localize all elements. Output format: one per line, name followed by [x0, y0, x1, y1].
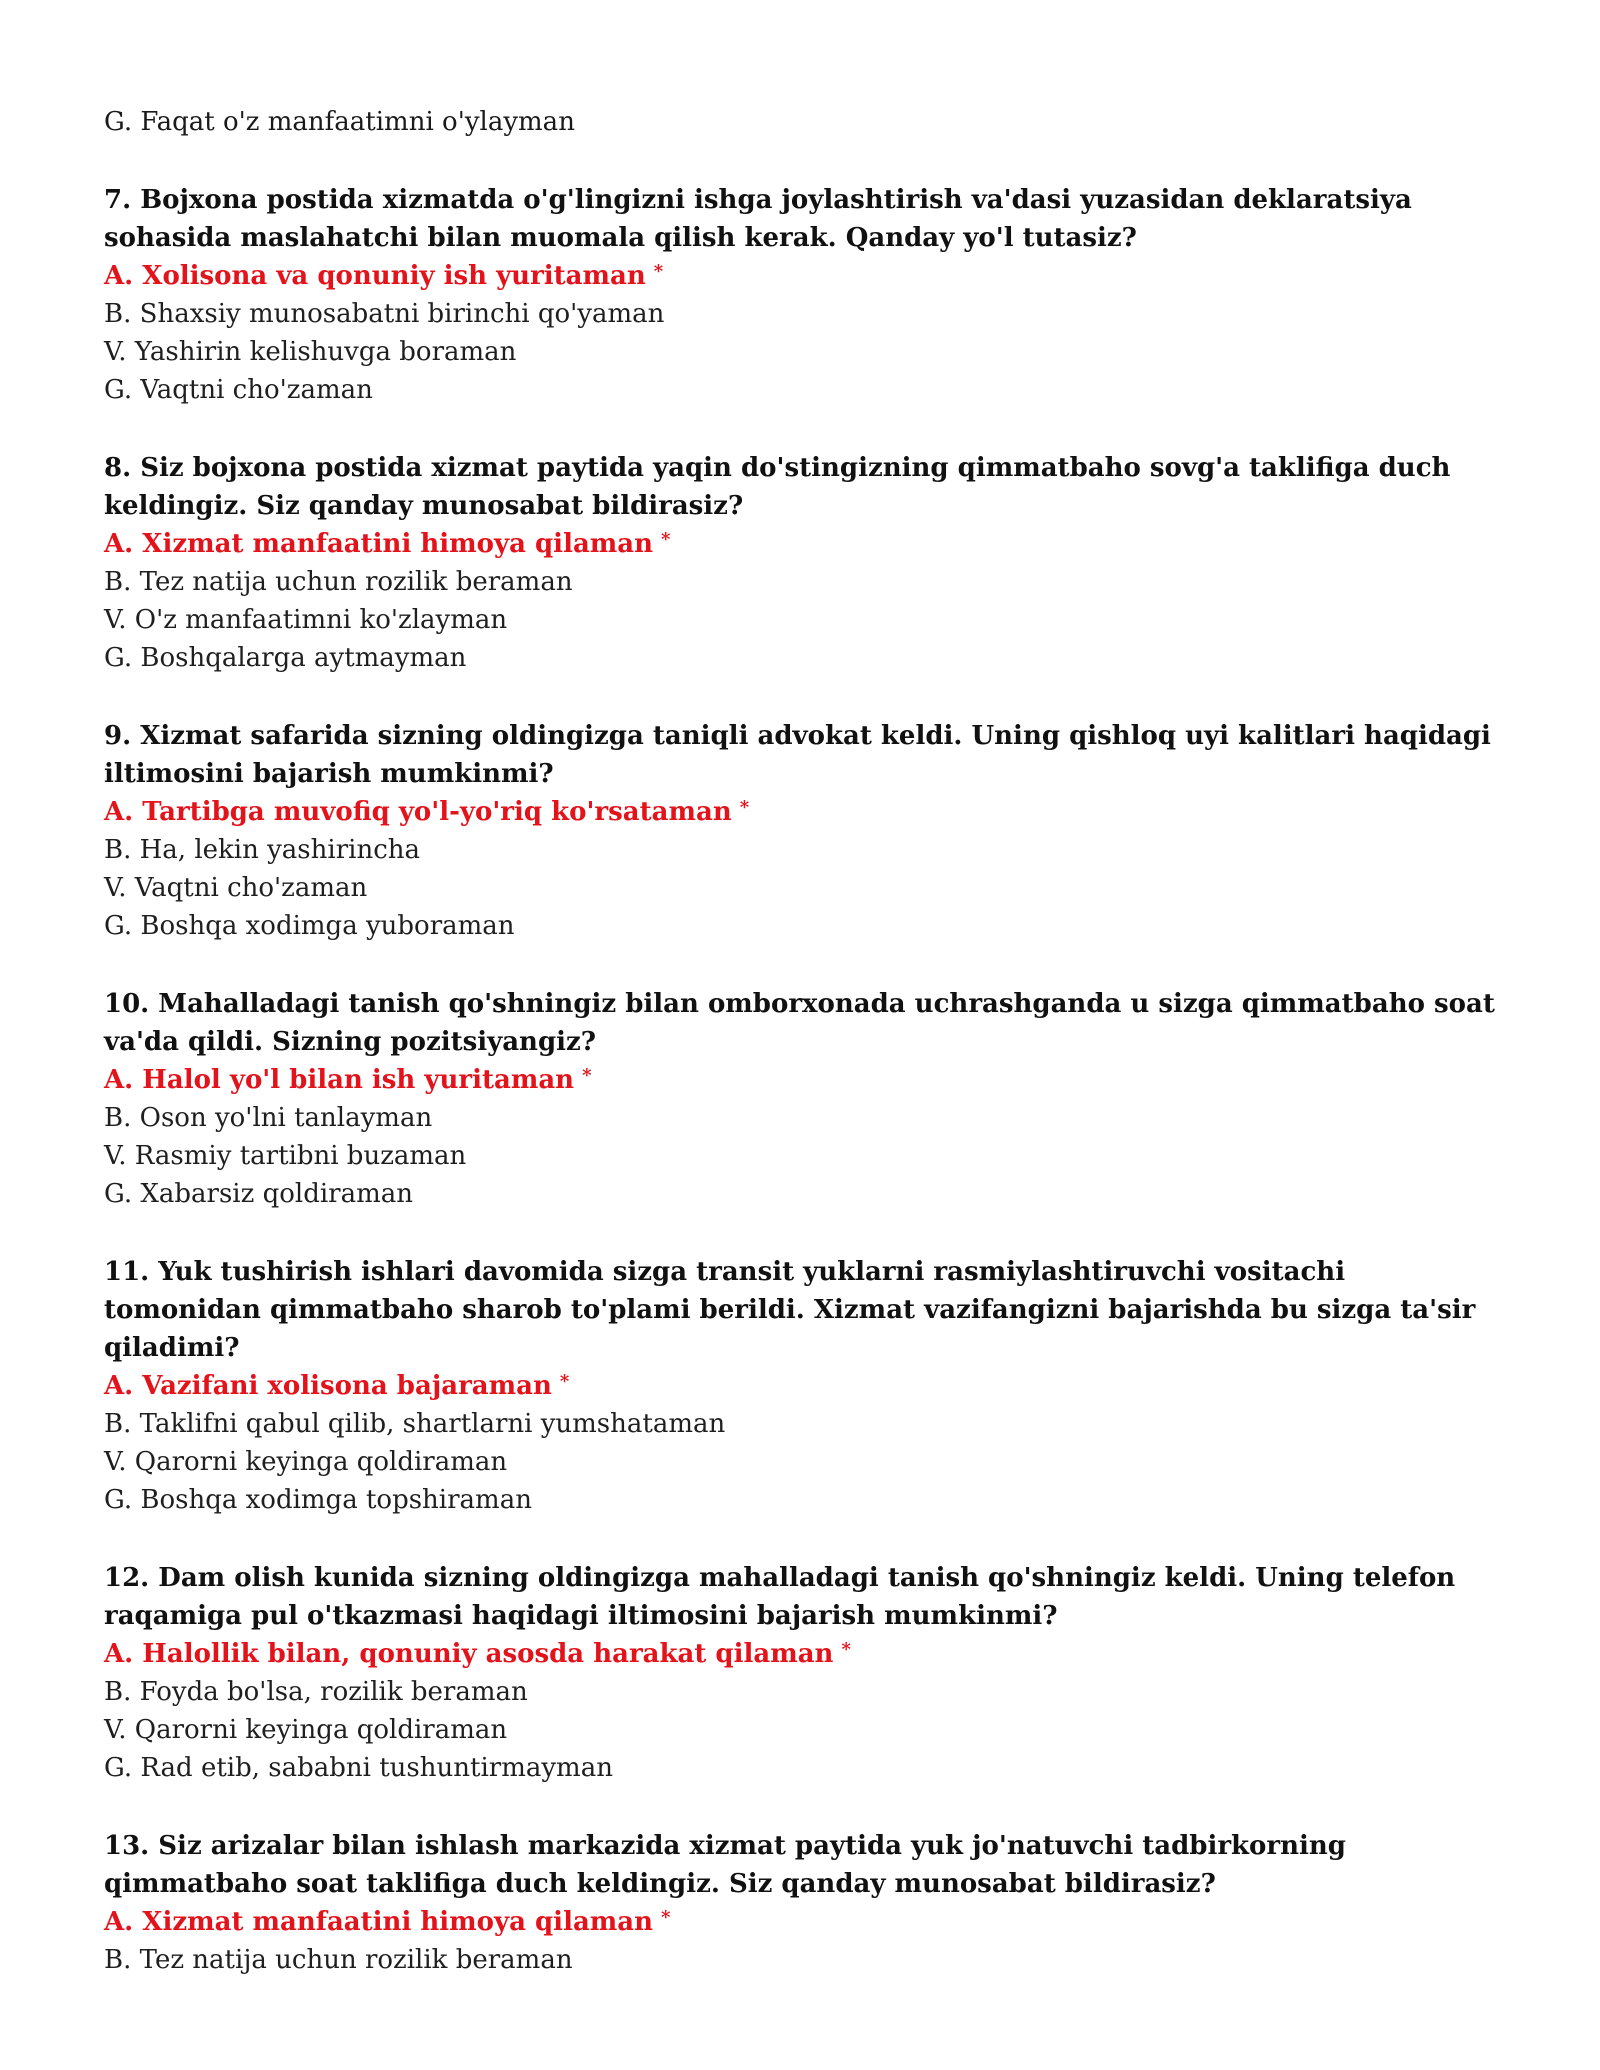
question-text: 12. Dam olish kunida sizning oldingizga mahalladagi tanish qo'shningiz keldi. Uning telefon raqamiga pul o'tkazmasi haqidagi iltimosini bajarish mumkinmi? — [104, 1563, 1456, 1631]
correct-marker-icon: * — [653, 261, 664, 282]
question-block — [104, 1559, 1496, 1787]
answer-option: G. Vaqtni cho'zaman — [104, 375, 373, 405]
correct-answer-label: A. Xizmat manfaatini himoya qilaman — [104, 529, 654, 559]
answer-option: G. Boshqa xodimga yuboraman — [104, 911, 515, 941]
correct-marker-icon: * — [841, 1639, 851, 1660]
question-text: 13. Siz arizalar bilan ishlash markazida xizmat paytida yuk jo'natuvchi tadbirkorning qimmatbaho soat taklifiga duch keldingiz. Siz qanday munosabat bildirasiz? — [104, 1831, 1346, 1899]
answer-option: B. Oson yo'lni tanlayman — [104, 1103, 433, 1133]
answer-option: V. Yashirin kelishuvga boraman — [104, 337, 517, 367]
answer-option: V. O'z manfaatimni ko'zlayman — [104, 605, 508, 635]
answer-option: V. Qarorni keyinga qoldiraman — [104, 1715, 508, 1745]
correct-marker-icon: * — [739, 797, 750, 818]
correct-marker-icon: * — [661, 1907, 671, 1928]
answer-option: G. Boshqalarga aytmayman — [104, 643, 467, 673]
question-block — [104, 449, 1496, 677]
correct-answer — [104, 793, 1496, 831]
question-block — [104, 717, 1496, 945]
answer-option: B. Foyda bo'lsa, rozilik beraman — [104, 1677, 528, 1707]
question-text: 11. Yuk tushirish ishlari davomida sizga transit yuklarni rasmiylashtiruvchi vositachi tomonidan qimmatbaho sharob to'plami berildi. Xizmat vazifangizni bajarishda bu sizga ta'sir qiladimi? — [104, 1257, 1476, 1363]
correct-answer-label: A. Halol yo'l bilan ish yuritaman — [104, 1065, 575, 1095]
correct-marker-icon: * — [559, 1371, 570, 1392]
question-list — [104, 181, 1496, 1979]
answer-option: B. Shaxsiy munosabatni birinchi qo'yaman — [104, 299, 665, 329]
answer-option: B. Tez natija uchun rozilik beraman — [104, 567, 573, 597]
question-block — [104, 181, 1496, 409]
correct-answer-label: A. Xizmat manfaatini himoya qilaman — [104, 1907, 654, 1937]
correct-marker-icon: * — [661, 529, 671, 550]
question-text: 10. Mahalladagi tanish qo'shningiz bilan omborxonada uchrashganda u sizga qimmatbaho soat va'da qildi. Sizning pozitsiyangiz? — [104, 989, 1495, 1057]
question-block — [104, 1253, 1496, 1519]
question-block — [104, 1827, 1496, 1979]
correct-marker-icon: * — [582, 1065, 592, 1086]
previous-answer-line: G. Faqat o'z manfaatimni o'ylayman — [104, 107, 575, 137]
answer-option: V. Rasmiy tartibni buzaman — [104, 1141, 467, 1171]
correct-answer — [104, 1903, 1496, 1941]
question-block — [104, 985, 1496, 1213]
answer-option: B. Ha, lekin yashirincha — [104, 835, 421, 865]
answer-option: V. Qarorni keyinga qoldiraman — [104, 1447, 508, 1477]
question-text: 8. Siz bojxona postida xizmat paytida yaqin do'stingizning qimmatbaho sovg'a taklifiga duch keldingiz. Siz qanday munosabat bildirasiz? — [104, 453, 1451, 521]
answer-option: G. Boshqa xodimga topshiraman — [104, 1485, 532, 1515]
answer-option: B. Taklifni qabul qilib, shartlarni yumshataman — [104, 1409, 726, 1439]
correct-answer-label: A. Xolisona va qonuniy ish yuritaman — [104, 261, 646, 291]
correct-answer — [104, 257, 1496, 295]
correct-answer — [104, 1061, 1496, 1099]
answer-option: V. Vaqtni cho'zaman — [104, 873, 368, 903]
answer-option: B. Tez natija uchun rozilik beraman — [104, 1945, 573, 1975]
correct-answer — [104, 1367, 1496, 1405]
answer-option: G. Rad etib, sababni tushuntirmayman — [104, 1753, 613, 1783]
correct-answer — [104, 525, 1496, 563]
question-text: 7. Bojxona postida xizmatda o'g'lingizni ishga joylashtirish va'dasi yuzasidan deklaratsiya sohasida maslahatchi bilan muomala qilish kerak. Qanday yo'l tutasiz? — [104, 185, 1412, 253]
correct-answer-label: A. Halollik bilan, qonuniy asosda harakat qilaman — [104, 1639, 834, 1669]
question-text: 9. Xizmat safarida sizning oldingizga taniqli advokat keldi. Uning qishloq uyi kalitlari haqidagi iltimosini bajarish mumkinmi? — [104, 721, 1491, 789]
correct-answer-label: A. Vazifani xolisona bajaraman — [104, 1371, 552, 1401]
answer-option: G. Xabarsiz qoldiraman — [104, 1179, 413, 1209]
correct-answer — [104, 1635, 1496, 1673]
correct-answer-label: A. Tartibga muvofiq yo'l-yo'riq ko'rsataman — [104, 797, 732, 827]
